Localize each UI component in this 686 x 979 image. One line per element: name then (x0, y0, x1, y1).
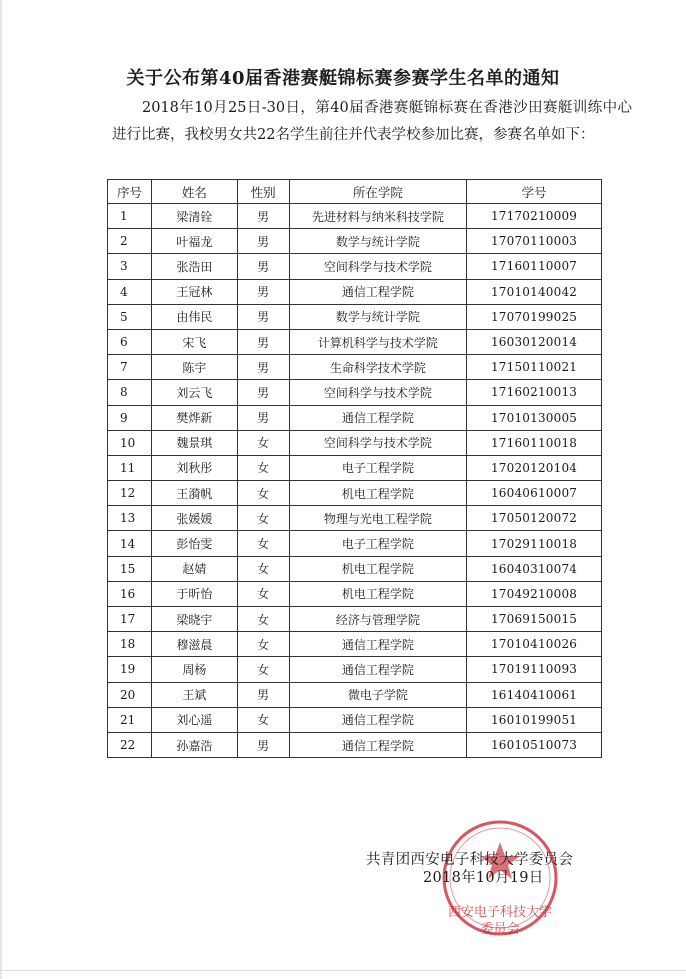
table-row (108, 556, 602, 581)
table-row (108, 279, 602, 304)
cell-student-id: 16140410061 (467, 682, 602, 707)
cell-gender: 女 (237, 531, 289, 556)
cell-gender: 男 (237, 204, 289, 229)
cell-student-id: 17170210009 (467, 204, 602, 229)
table-row (108, 481, 602, 506)
cell-name: 梁晓宇 (151, 607, 237, 632)
cell-student-id: 17069150015 (467, 607, 602, 632)
cell-seq: 12 (108, 481, 152, 506)
seal-text-line-2: 委员会 (480, 922, 520, 937)
cell-seq: 2 (108, 229, 152, 254)
cell-name: 王冠林 (151, 279, 237, 304)
cell-college: 空间科学与技术学院 (289, 380, 467, 405)
cell-name: 王斌 (151, 682, 237, 707)
cell-seq: 14 (108, 531, 152, 556)
table-row (108, 405, 602, 430)
cell-seq: 10 (108, 430, 152, 455)
cell-seq: 8 (108, 380, 152, 405)
cell-college: 数学与统计学院 (289, 229, 467, 254)
cell-gender: 男 (237, 304, 289, 329)
notice-intro (112, 95, 632, 149)
scan-edge (0, 0, 2, 979)
table-row (108, 229, 602, 254)
cell-name: 王漪帆 (151, 481, 237, 506)
cell-gender: 女 (237, 556, 289, 581)
cell-college: 电子工程学院 (289, 531, 467, 556)
cell-name: 由伟民 (151, 304, 237, 329)
intro-paragraph: 2018年10月25日-30日，第40届香港赛艇锦标赛在香港沙田赛艇训练中心进行比赛，我校男女共22名学生前往并代表学校参加比赛，参赛名单如下： (112, 100, 632, 143)
header-name: 姓名 (151, 180, 237, 204)
cell-college: 物理与光电工程学院 (289, 506, 467, 531)
cell-name: 梁清铨 (151, 204, 237, 229)
cell-name: 张媛媛 (151, 506, 237, 531)
cell-seq: 11 (108, 455, 152, 480)
cell-student-id: 16040610007 (467, 481, 602, 506)
cell-seq: 3 (108, 254, 152, 279)
table-row (108, 682, 602, 707)
cell-seq: 6 (108, 329, 152, 354)
cell-gender: 男 (237, 732, 289, 757)
table-row (108, 329, 602, 354)
cell-seq: 4 (108, 279, 152, 304)
cell-gender: 男 (237, 329, 289, 354)
header-student-id: 学号 (467, 180, 602, 204)
cell-gender: 女 (237, 581, 289, 606)
cell-name: 宋飞 (151, 329, 237, 354)
cell-student-id: 17010130005 (467, 405, 602, 430)
cell-name: 刘心遥 (151, 707, 237, 732)
cell-gender: 女 (237, 430, 289, 455)
cell-gender: 男 (237, 405, 289, 430)
cell-name: 彭怡雯 (151, 531, 237, 556)
cell-college: 微电子学院 (289, 682, 467, 707)
cell-college: 通信工程学院 (289, 707, 467, 732)
cell-college: 空间科学与技术学院 (289, 430, 467, 455)
table-row (108, 254, 602, 279)
cell-college: 经济与管理学院 (289, 607, 467, 632)
cell-name: 张浩田 (151, 254, 237, 279)
cell-student-id: 17020120104 (467, 455, 602, 480)
cell-seq: 9 (108, 405, 152, 430)
page-bottom-edge (0, 970, 686, 971)
table-header-row (108, 180, 602, 204)
cell-college: 通信工程学院 (289, 279, 467, 304)
cell-name: 穆滋晨 (151, 632, 237, 657)
cell-student-id: 17070110003 (467, 229, 602, 254)
table-row (108, 732, 602, 757)
cell-gender: 女 (237, 481, 289, 506)
cell-student-id: 17010140042 (467, 279, 602, 304)
cell-seq: 18 (108, 632, 152, 657)
cell-college: 通信工程学院 (289, 632, 467, 657)
cell-name: 刘秋彤 (151, 455, 237, 480)
cell-college: 机电工程学院 (289, 481, 467, 506)
cell-name: 刘云飞 (151, 380, 237, 405)
header-gender: 性别 (237, 180, 289, 204)
cell-name: 魏景琪 (151, 430, 237, 455)
cell-name: 陈宇 (151, 355, 237, 380)
cell-seq: 21 (108, 707, 152, 732)
cell-gender: 女 (237, 707, 289, 732)
notice-title: 关于公布第40届香港赛艇锦标赛参赛学生名单的通知 (126, 68, 560, 89)
cell-seq: 22 (108, 732, 152, 757)
cell-college: 先进材料与纳米科技学院 (289, 204, 467, 229)
cell-name: 樊烨新 (151, 405, 237, 430)
cell-name: 叶福龙 (151, 229, 237, 254)
cell-college: 通信工程学院 (289, 405, 467, 430)
cell-college: 空间科学与技术学院 (289, 254, 467, 279)
cell-seq: 20 (108, 682, 152, 707)
cell-student-id: 17019110093 (467, 657, 602, 682)
table-row (108, 632, 602, 657)
seal-text (440, 904, 560, 938)
cell-college: 电子工程学院 (289, 455, 467, 480)
table-row (108, 355, 602, 380)
table-row (108, 380, 602, 405)
cell-seq: 1 (108, 204, 152, 229)
table-row (108, 204, 602, 229)
cell-student-id: 17050120072 (467, 506, 602, 531)
cell-college: 计算机科学与技术学院 (289, 329, 467, 354)
cell-name: 于昕怡 (151, 581, 237, 606)
header-college: 所在学院 (289, 180, 467, 204)
table-row (108, 707, 602, 732)
cell-college: 机电工程学院 (289, 581, 467, 606)
table-row (108, 455, 602, 480)
cell-seq: 13 (108, 506, 152, 531)
cell-gender: 男 (237, 254, 289, 279)
table-row (108, 581, 602, 606)
cell-student-id: 17029110018 (467, 531, 602, 556)
cell-seq: 17 (108, 607, 152, 632)
cell-student-id: 16040310074 (467, 556, 602, 581)
header-seq: 序号 (108, 180, 152, 204)
cell-name: 周杨 (151, 657, 237, 682)
table-row (108, 430, 602, 455)
cell-student-id: 16010199051 (467, 707, 602, 732)
table-row (108, 304, 602, 329)
issue-date: 2018年10月19日 (423, 870, 544, 886)
cell-student-id: 17010410026 (467, 632, 602, 657)
cell-gender: 男 (237, 682, 289, 707)
cell-seq: 16 (108, 581, 152, 606)
issuer-signature: 共青团西安电子科技大学委员会 (366, 852, 574, 868)
cell-college: 通信工程学院 (289, 657, 467, 682)
cell-student-id: 17160110018 (467, 430, 602, 455)
cell-name: 孙嘉浩 (151, 732, 237, 757)
cell-gender: 男 (237, 355, 289, 380)
cell-student-id: 17150110021 (467, 355, 602, 380)
table-row (108, 506, 602, 531)
cell-student-id: 16010510073 (467, 732, 602, 757)
cell-seq: 5 (108, 304, 152, 329)
cell-college: 数学与统计学院 (289, 304, 467, 329)
cell-seq: 15 (108, 556, 152, 581)
cell-student-id: 17160210013 (467, 380, 602, 405)
cell-gender: 男 (237, 279, 289, 304)
cell-student-id: 17049210008 (467, 581, 602, 606)
cell-gender: 女 (237, 607, 289, 632)
cell-gender: 女 (237, 657, 289, 682)
table-row (108, 531, 602, 556)
cell-gender: 男 (237, 229, 289, 254)
table-row (108, 657, 602, 682)
cell-college: 通信工程学院 (289, 732, 467, 757)
cell-gender: 女 (237, 632, 289, 657)
cell-gender: 男 (237, 380, 289, 405)
cell-student-id: 16030120014 (467, 329, 602, 354)
cell-student-id: 17160110007 (467, 254, 602, 279)
cell-seq: 7 (108, 355, 152, 380)
cell-name: 赵婧 (151, 556, 237, 581)
cell-gender: 女 (237, 455, 289, 480)
cell-college: 机电工程学院 (289, 556, 467, 581)
cell-gender: 女 (237, 506, 289, 531)
cell-college: 生命科学技术学院 (289, 355, 467, 380)
table-row (108, 607, 602, 632)
cell-student-id: 17070199025 (467, 304, 602, 329)
participant-table (107, 179, 602, 758)
seal-text-line-1: 西安电子科技大学 (447, 905, 552, 920)
cell-seq: 19 (108, 657, 152, 682)
